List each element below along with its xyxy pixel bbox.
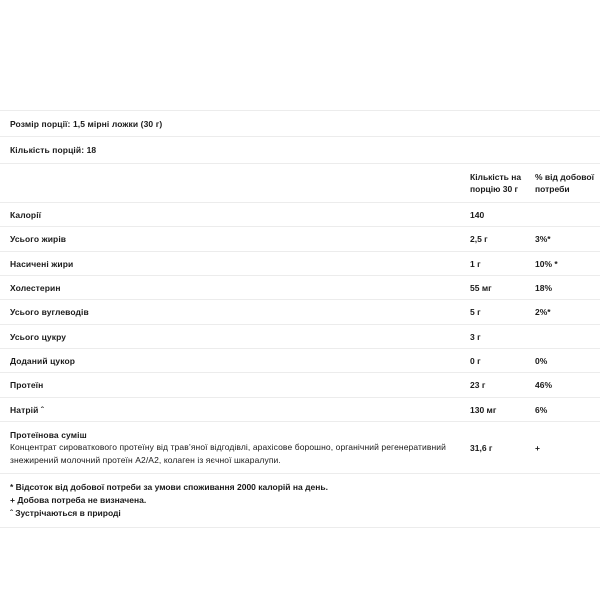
table-row — [0, 203, 600, 226]
header-amount-per-serving: Кількість на порцію 30 г — [470, 171, 522, 195]
nutrient-daily-value: 6% — [535, 404, 548, 415]
nutrient-name: Натрій ˆ — [10, 404, 44, 415]
nutrient-amount: 140 — [470, 210, 485, 221]
table-row — [0, 276, 600, 299]
nutrient-name: Доданий цукор — [10, 356, 76, 366]
protein-blend-ingredients: Концентрат сироваткового протеїну від трав’яної відгодівлі, арахісове борошно, органічний регенеративний знежирений молочний протеїн A2/A2, колаген із яєчної шкаралупи. — [10, 442, 446, 465]
footnote-plus: + Добова потреба не визначена. — [10, 495, 147, 506]
nutrient-daily-value: 2%* — [535, 307, 551, 318]
nutrient-daily-value: 0% — [535, 356, 548, 366]
nutrient-name: Протеїн — [10, 380, 44, 391]
nutrient-amount: 55 мг — [470, 283, 492, 294]
table-row — [0, 325, 600, 348]
servings-per-container-text: Кількість порцій: 18 — [10, 145, 97, 156]
table-row — [0, 398, 600, 421]
nutrient-daily-value: 10% * — [535, 258, 558, 269]
table-row — [0, 373, 600, 396]
protein-blend-title: Протеїнова суміш — [10, 429, 87, 440]
nutrient-name: Усього жирів — [10, 234, 67, 245]
nutrient-name: Холестерин — [10, 283, 61, 294]
table-row — [0, 349, 600, 372]
protein-blend-label — [0, 429, 470, 466]
nutrient-amount: 23 г — [470, 380, 486, 391]
protein-blend-amount: 31,6 г — [470, 442, 493, 453]
serving-size-row — [0, 111, 600, 136]
nutrient-daily-value: 18% — [535, 283, 553, 294]
table-bottom-divider — [0, 527, 600, 528]
nutrition-facts-panel — [0, 110, 600, 528]
serving-size-text: Розмір порції: 1,5 мірні ложки (30 г) — [10, 119, 163, 129]
nutrient-name: Усього цукру — [10, 331, 67, 342]
nutrient-amount: 2,5 г — [470, 234, 488, 245]
protein-blend-daily-value: + — [535, 442, 540, 453]
nutrient-amount: 1 г — [470, 258, 481, 269]
nutrient-name: Усього вуглеводів — [10, 307, 89, 318]
footnote-caret: ˆ Зустрічаються в природі — [10, 508, 121, 519]
nutrient-amount: 0 г — [470, 356, 481, 366]
nutrient-amount: 5 г — [470, 307, 481, 318]
nutrient-name: Калорії — [10, 210, 42, 221]
nutrient-daily-value: 46% — [535, 380, 553, 391]
table-row — [0, 252, 600, 275]
table-row — [0, 300, 600, 323]
servings-per-container-row — [0, 137, 600, 162]
protein-blend-row — [0, 422, 600, 473]
nutrient-daily-value: 3%* — [535, 234, 551, 245]
nutrient-name: Насичені жири — [10, 258, 74, 269]
footnote-asterisk: * Відсоток від добової потреби за умови споживання 2000 калорій на день. — [10, 481, 328, 492]
nutrient-amount: 3 г — [470, 331, 481, 342]
nutrient-amount: 130 мг — [470, 404, 497, 415]
table-row — [0, 227, 600, 250]
footnotes — [0, 474, 600, 528]
header-percent-daily-value: % від добової потреби — [535, 171, 594, 195]
table-header-row — [0, 164, 600, 203]
